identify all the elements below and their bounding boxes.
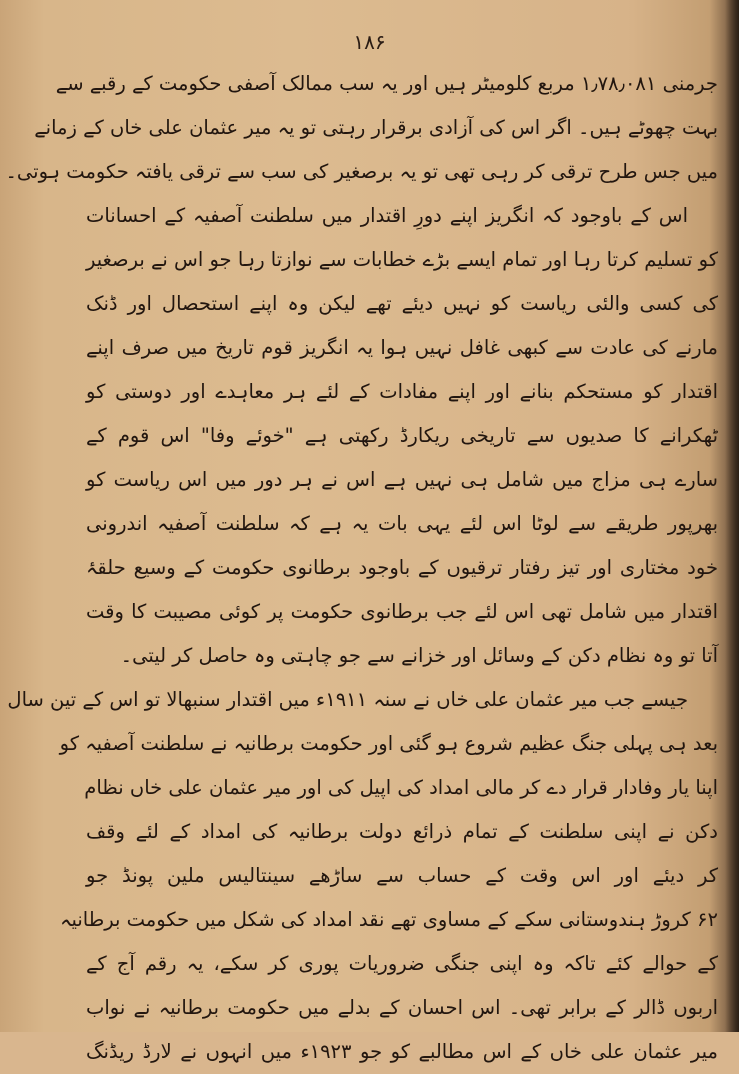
text-line: بعد ہی پہلی جنگ عظیم شروع ہو گئی اور حکومت برطانیہ نے سلطنت آصفیہ کو	[59, 732, 718, 755]
text-line: مارنے کی عادت سے کبھی غافل نہیں ہوا یہ انگریز قوم تاریخ میں صرف اپنے	[86, 336, 718, 359]
text-line: دکن نے اپنی سلطنت کے تمام ذرائع دولت برطانیہ کی امداد کے لئے وقف	[86, 820, 718, 843]
text-line: ٹھکرانے کا صدیوں سے تاریخی ریکارڈ رکھتی ہے "خوئے وفا" اس قوم کے	[86, 424, 718, 447]
text-line: میں جس طرح ترقی کر رہی تھی تو یہ برصغیر کی سب سے ترقی یافتہ حکومت ہوتی۔	[5, 160, 718, 183]
text-line: کی کسی والئی ریاست کو نہیں دیئے تھے لیکن وہ اپنے استحصال اور ڈنک	[86, 292, 718, 315]
text-line: خود مختاری اور تیز رفتار ترقیوں کے باوجود برطانوی حکومت کے وسیع حلقۂ	[86, 556, 718, 579]
text-line: کے حوالے کئے تاکہ وہ اپنی جنگی ضروریات پوری کر سکے، یہ رقم آج کے	[86, 952, 718, 975]
text-line: میر عثمان علی خاں کے اس مطالبے کو جو ۱۹۲۳ء میں انہوں نے لارڈ ریڈنگ	[86, 1040, 718, 1063]
text-line: بہت چھوٹے ہیں۔ اگر اس کی آزادی برقرار رہتی تو یہ میر عثمان علی خاں کے زمانے	[34, 116, 718, 139]
page-number: ۱۸۶	[353, 30, 386, 54]
text-line: جرمنی ۱٫۷۸٫۰۸۱ مربع کلومیٹر ہیں اور یہ سب ممالک آصفی حکومت کے رقبے سے	[55, 72, 718, 95]
text-line: آتا تو وہ نظام دکن کے وسائل اور خزانے سے جو چاہتی وہ حاصل کر لیتی۔	[120, 644, 718, 667]
text-line: کو تسلیم کرتا رہا اور تمام ایسے بڑے خطابات سے نوازتا رہا جو اس نے برصغیر	[86, 248, 718, 271]
text-line: اپنا یار وفادار قرار دے کر مالی امداد کی اپیل کی اور میر عثمان علی خاں نظام	[84, 776, 718, 799]
text-line: اربوں ڈالر کے برابر تھی۔ اس احسان کے بدلے میں حکومت برطانیہ نے نواب	[86, 996, 718, 1019]
body-text	[5, 62, 718, 1074]
text-line: کر دیئے اور اس وقت کے حساب سے ساڑھے سینتالیس ملین پونڈ جو	[86, 864, 718, 887]
paragraph-start-line: اس کے باوجود کہ انگریز اپنے دورِ اقتدار میں سلطنت آصفیہ کے احسانات	[86, 204, 688, 227]
text-line: اقتدار میں شامل تھی اس لئے جب برطانوی حکومت پر کوئی مصیبت کا وقت	[86, 600, 718, 623]
text-line: ۶۲ کروڑ ہندوستانی سکے کے مساوی تھے نقد امداد کی شکل میں حکومت برطانیہ	[60, 908, 718, 931]
text-line: سارے ہی مزاج میں شامل ہی نہیں ہے اس نے ہر دور میں اس ریاست کو	[86, 468, 718, 491]
paragraph-start-line: جیسے جب میر عثمان علی خاں نے سنہ ۱۹۱۱ء میں اقتدار سنبھالا تو اس کے تین سال	[7, 688, 688, 711]
text-line: اقتدار کو مستحکم بنانے اور اپنے مفادات کے لئے ہر معاہدے اور دوستی کو	[86, 380, 718, 403]
text-line: بھرپور طریقے سے لوٹا اس لئے یہی بات یہ ہے کہ سلطنت آصفیہ اندرونی	[86, 512, 718, 535]
